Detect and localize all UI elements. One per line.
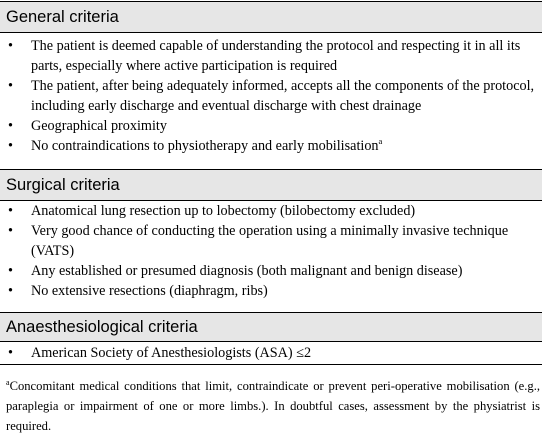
list-item (0, 116, 542, 136)
item-text: Very good chance of conducting the operation using a minimally invasive technique (VATS) (31, 223, 509, 259)
list-item (0, 343, 542, 363)
section-header-surgical: Surgical criteria (0, 170, 542, 200)
bullet-icon: • (8, 283, 13, 299)
footnote-marker: a (378, 136, 383, 146)
section-rule (0, 32, 542, 33)
item-text: The patient is deemed capable of understanding the protocol and respecting it in all its parts, especially where active participation is required (31, 38, 521, 74)
list-item (0, 221, 542, 261)
item-text: The patient, after being adequately informed, accepts all the components of the protocol, including early discharge and eventual discharge with chest drainage (31, 78, 535, 114)
list-item (0, 76, 542, 116)
surgical-criteria-list (0, 201, 542, 301)
table-footnote (6, 376, 540, 436)
bullet-icon: • (8, 223, 13, 239)
bullet-icon: • (8, 345, 13, 361)
anaesthesiological-criteria-list (0, 343, 542, 363)
bullet-icon: • (8, 203, 13, 219)
list-item (0, 261, 542, 281)
section-rule (0, 341, 542, 342)
item-text: Geographical proximity (31, 118, 167, 134)
item-text: Any established or presumed diagnosis (both malignant and benign disease) (31, 263, 463, 279)
general-criteria-list (0, 36, 542, 156)
section-header-anaesthesiological: Anaesthesiological criteria (0, 313, 542, 341)
bullet-icon: • (8, 263, 13, 279)
item-text: American Society of Anesthesiologists (ASA) ≤2 (31, 345, 312, 361)
footnote-marker: a (6, 378, 10, 387)
item-text: No contraindications to physiotherapy and early mobilisation (31, 138, 379, 154)
list-item (0, 281, 542, 301)
item-text: No extensive resections (diaphragm, ribs) (31, 283, 268, 299)
table-bottom-rule (0, 364, 542, 365)
list-item (0, 136, 542, 156)
list-item (0, 36, 542, 76)
item-text: Anatomical lung resection up to lobectomy (bilobectomy excluded) (31, 203, 416, 219)
bullet-icon: • (8, 118, 13, 134)
list-item (0, 201, 542, 221)
bullet-icon: • (8, 38, 13, 54)
section-header-general: General criteria (0, 2, 542, 32)
bullet-icon: • (8, 138, 13, 154)
bullet-icon: • (8, 78, 13, 94)
footnote-text: Concomitant medical conditions that limit, contraindicate or prevent peri-operative mobilisation (e.g., paraplegia or impairment of one or more limbs.). In doubtful cases, assessment by the physiatrist is required. (6, 379, 540, 433)
